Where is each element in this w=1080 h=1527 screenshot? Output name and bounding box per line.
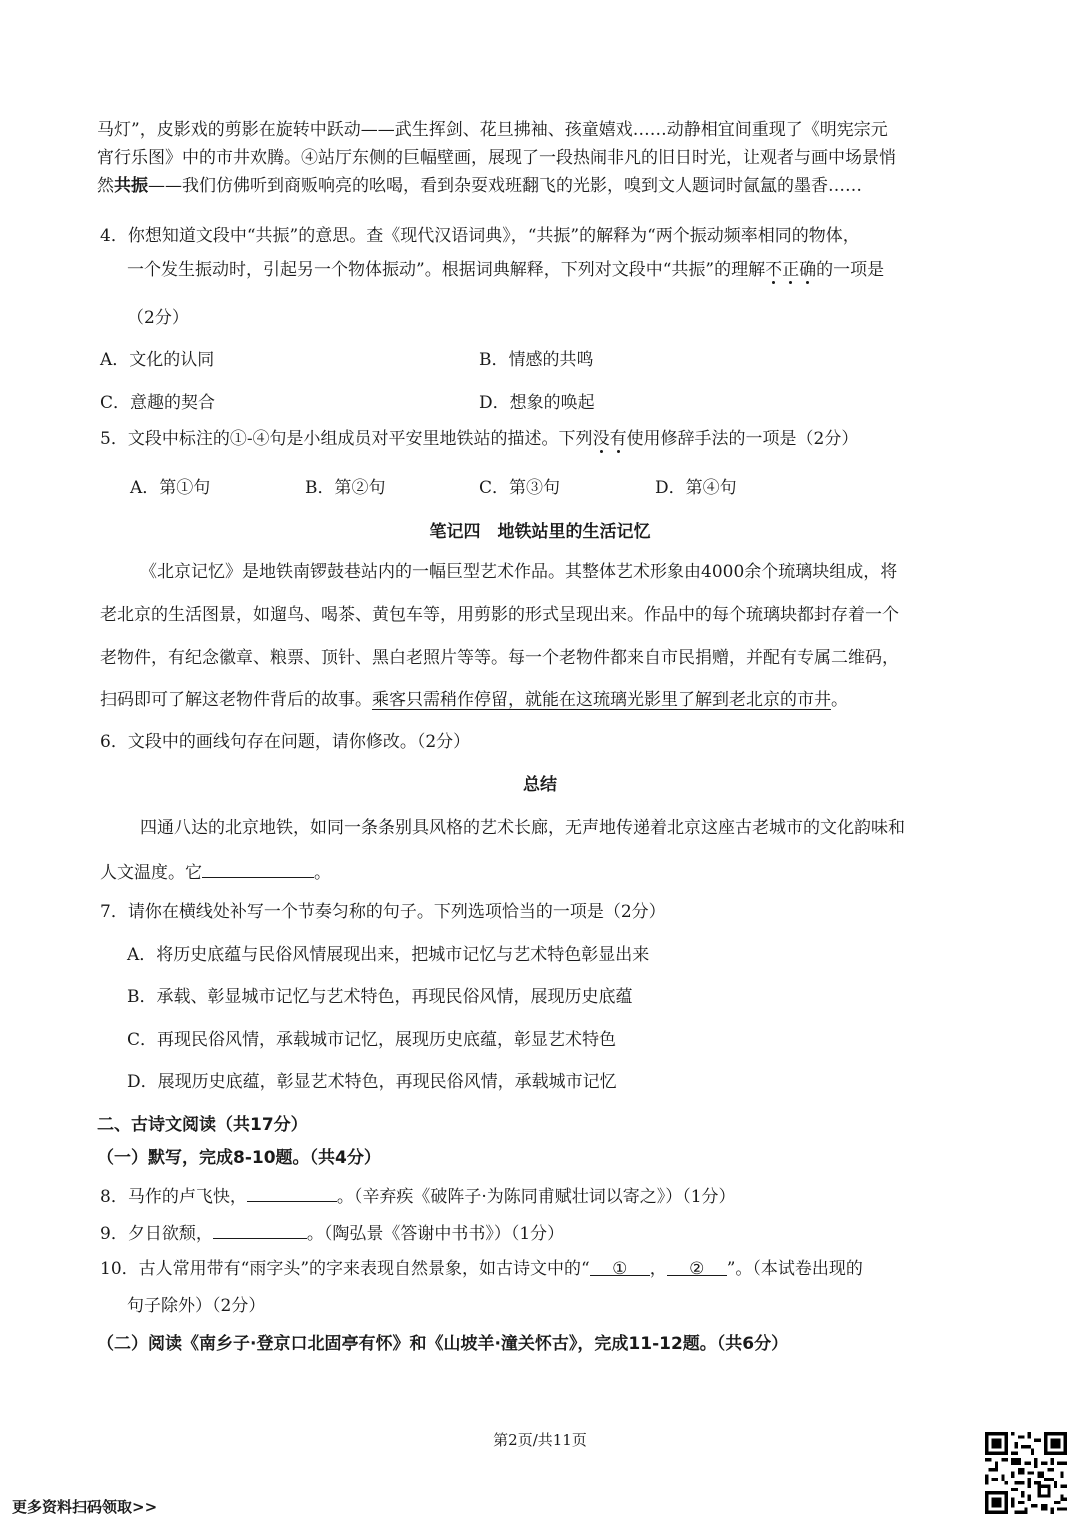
answer-blank[interactable] — [202, 859, 314, 878]
passage-line — [100, 859, 331, 885]
subsection-heading: （一）默写，完成8-10题。（共4分） — [97, 1148, 381, 1168]
question-text: 8．马作的卢飞快， — [100, 1187, 247, 1207]
question-text: 使用修辞手法的一项是（2分） — [626, 429, 859, 449]
emphasis-dot-char: 确 — [799, 260, 817, 280]
passage-line: 老物件，有纪念徽章、粮票、顶针、黑白老照片等等。每一个老物件都来自市民捐赠，并配有专属二维码， — [100, 648, 899, 668]
question-text: 9．夕日欲颓， — [100, 1224, 213, 1244]
passage-text: ——我们仿佛听到商贩响亮的吆喝，看到杂耍戏班翻飞的光影，嗅到文人题词时氤氲的墨香…… — [148, 176, 862, 196]
passage-text: 。 — [314, 863, 331, 883]
passage-text: 然 — [97, 176, 114, 196]
question-4-line2 — [127, 258, 884, 282]
option-b: B．承载、彰显城市记忆与艺术特色，再现民俗风情，展现历史底蕴 — [127, 987, 633, 1007]
question-text: 一个发生振动时，引起另一个物体振动”。根据词典解释，下列对文段中“共振”的理解 — [127, 260, 766, 280]
passage-text: 。 — [831, 690, 848, 710]
passage-line: 《北京记忆》是地铁南锣鼓巷站内的一幅巨型艺术作品。其整体艺术形象由4000余个琉璃块组成，将 — [140, 562, 898, 582]
section-title: 总结 — [523, 775, 557, 795]
question-text: 10．古人常用带有“雨字头”的字来表现自然景象，如古诗文中的“ — [100, 1259, 590, 1279]
passage-line — [97, 174, 862, 198]
option-b: B．第②句 — [305, 478, 386, 498]
question-5 — [100, 427, 858, 451]
option-b: B．情感的共鸣 — [479, 350, 594, 370]
emphasis-dot-char: 正 — [782, 260, 800, 280]
section-title: 笔记四 地铁站里的生活记忆 — [429, 522, 651, 542]
emphasis-dot-char: 有 — [609, 429, 627, 449]
passage-line: 马灯”，皮影戏的剪影在旋转中跃动——武生挥剑、花旦拂袖、孩童嬉戏……动静相宜间重现了《明宪宗元 — [97, 120, 888, 140]
emphasized-word: 共振 — [114, 176, 148, 196]
passage-text: 人文温度。它 — [100, 863, 202, 883]
option-d: D．第④句 — [655, 478, 737, 498]
option-d: D．想象的唤起 — [479, 393, 595, 413]
answer-blank-2[interactable]: ② — [667, 1257, 727, 1276]
question-6: 6．文段中的画线句存在问题，请你修改。（2分） — [100, 732, 471, 752]
question-7: 7．请你在横线处补写一个节奏匀称的句子。下列选项恰当的一项是（2分） — [100, 902, 666, 922]
option-a: A．将历史底蕴与民俗风情展现出来，把城市记忆与艺术特色彰显出来 — [127, 945, 650, 965]
subsection-heading: （二）阅读《南乡子·登京口北固亭有怀》和《山坡羊·潼关怀古》，完成11-12题。（共6分） — [97, 1334, 789, 1354]
option-d: D．展现历史底蕴，彰显艺术特色，再现民俗风情，承载城市记忆 — [127, 1072, 617, 1092]
question-8 — [100, 1183, 736, 1209]
option-a: A．文化的认同 — [100, 350, 215, 370]
question-9 — [100, 1220, 564, 1246]
question-text: 5．文段中标注的①-④句是小组成员对平安里地铁站的描述。下列 — [100, 429, 593, 449]
option-c: C．再现民俗风情，承载城市记忆，展现历史底蕴，彰显艺术特色 — [127, 1030, 617, 1050]
answer-blank[interactable] — [213, 1220, 307, 1239]
emphasis-dot-char: 没 — [592, 429, 610, 449]
passage-line: 宵行乐图》中的市井欢腾。④站厅东侧的巨幅壁画，展现了一段热闹非凡的旧日时光，让观者与画中场景悄 — [97, 148, 896, 168]
question-10 — [100, 1257, 863, 1281]
answer-blank[interactable] — [247, 1183, 337, 1202]
question-text: 的一项是 — [816, 260, 885, 280]
question-text: ， — [649, 1259, 667, 1279]
question-4: 4．你想知道文段中“共振”的意思。查《现代汉语词典》，“共振”的解释为“两个振动频率相同的物体， — [100, 226, 860, 246]
more-resources-text: 更多资料扫码领取>> — [12, 1498, 158, 1516]
question-text: 。（陶弘景《答谢中书书》）（1分） — [306, 1224, 565, 1244]
option-c: C．第③句 — [479, 478, 561, 498]
section-heading: 二、古诗文阅读（共17分） — [97, 1115, 308, 1135]
underlined-sentence: 乘客只需稍作停留，就能在这琉璃光影里了解到老北京的市井 — [372, 690, 831, 710]
passage-line — [100, 688, 848, 712]
passage-text: 扫码即可了解这老物件背后的故事。 — [100, 690, 372, 710]
emphasis-dot-char: 不 — [765, 260, 783, 280]
question-4-score: （2分） — [127, 308, 189, 328]
qr-code-icon[interactable] — [985, 1432, 1067, 1514]
answer-blank-1[interactable]: ① — [590, 1257, 650, 1276]
page-number: 第2页/共11页 — [493, 1431, 587, 1449]
passage-line: 四通八达的北京地铁，如同一条条别具风格的艺术长廊，无声地传递着北京这座古老城市的文化韵味和 — [140, 818, 905, 838]
option-a: A．第①句 — [130, 478, 211, 498]
option-c: C．意趣的契合 — [100, 393, 216, 413]
question-text: ”。（本试卷出现的 — [726, 1259, 863, 1279]
question-10-line2: 句子除外）（2分） — [127, 1296, 266, 1316]
question-text: 。（辛弃疾《破阵子·为陈同甫赋壮词以寄之》）（1分） — [336, 1187, 736, 1207]
passage-line: 老北京的生活图景，如遛鸟、喝茶、黄包车等，用剪影的形式呈现出来。作品中的每个琉璃块都封存着一个 — [100, 605, 899, 625]
